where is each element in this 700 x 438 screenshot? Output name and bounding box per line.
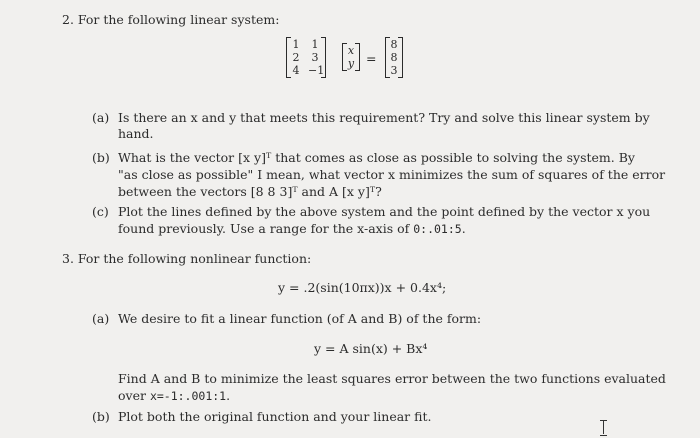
part-3a-line-2: Find A and B to minimize the least squares error between the two functions evaluated [118, 371, 666, 386]
part-2a-line-1: Is there an x and y that meets this requirement? Try and solve this linear system by [118, 110, 650, 125]
part-2b-line-1: What is the vector [x y]ᵀ that comes as close as possible to solving the system. By [118, 150, 635, 165]
equals-sign: = [366, 51, 377, 66]
part-2c-line-2-text: found previously. Use a range for the x-axis of [118, 221, 414, 236]
part-2c-line-2 [118, 221, 466, 237]
matrix-a-cell: 4 [292, 64, 300, 77]
problem-3-header: 3. For the following nonlinear function: [62, 251, 312, 266]
part-2b-line-3: between the vectors [8 8 3]ᵀ and A [x y]ᵀ? [118, 184, 382, 199]
vector-b-cell: 3 [390, 64, 398, 77]
part-3a-line-3-end: . [226, 388, 231, 403]
part-3a-line-3-text: over [118, 388, 150, 403]
matrix-a [286, 38, 326, 77]
part-2c-label: (c) [92, 204, 109, 219]
text-cursor-icon [600, 420, 608, 434]
part-3a-label: (a) [92, 311, 110, 326]
matrix-a-cell: 3 [311, 51, 319, 64]
vector-b [385, 38, 403, 77]
part-2b-label: (b) [92, 150, 110, 165]
fit-equation: y = A sin(x) + Bx⁴ [314, 341, 428, 356]
vector-b-cell: 8 [390, 38, 398, 51]
part-2a-label: (a) [92, 110, 110, 125]
part-2c-line-2-end: . [461, 221, 466, 236]
vector-b-cell: 8 [390, 51, 398, 64]
nonlinear-function-equation: y = .2(sin(10πx))x + 0.4x⁴; [278, 280, 447, 295]
part-3b-line-1: Plot both the original function and your linear fit. [118, 409, 432, 424]
matrix-a-cell: 2 [292, 51, 300, 64]
vector-xy-cell: x [347, 44, 355, 57]
vector-xy-cell: y [347, 57, 355, 70]
matrix-a-cell: 1 [311, 38, 319, 51]
part-2c-range-code: 0:.01:5 [413, 222, 462, 236]
part-3a-line-1: We desire to fit a linear function (of A and B) of the form: [118, 311, 482, 326]
matrix-a-cell: −1 [308, 64, 325, 77]
part-3b-label: (b) [92, 409, 110, 424]
part-2a-line-2: hand. [118, 126, 154, 141]
vector-xy [342, 44, 360, 70]
problem-2-header: 2. For the following linear system: [62, 12, 280, 27]
part-2b-line-2: "as close as possible" I mean, what vector x minimizes the sum of squares of the error [118, 167, 666, 182]
part-3a-line-3 [118, 388, 230, 404]
part-3a-range-code: x=-1:.001:1 [149, 389, 227, 403]
matrix-a-cell: 1 [292, 38, 300, 51]
part-2c-line-1: Plot the lines defined by the above system and the point defined by the vector x you [118, 204, 651, 219]
